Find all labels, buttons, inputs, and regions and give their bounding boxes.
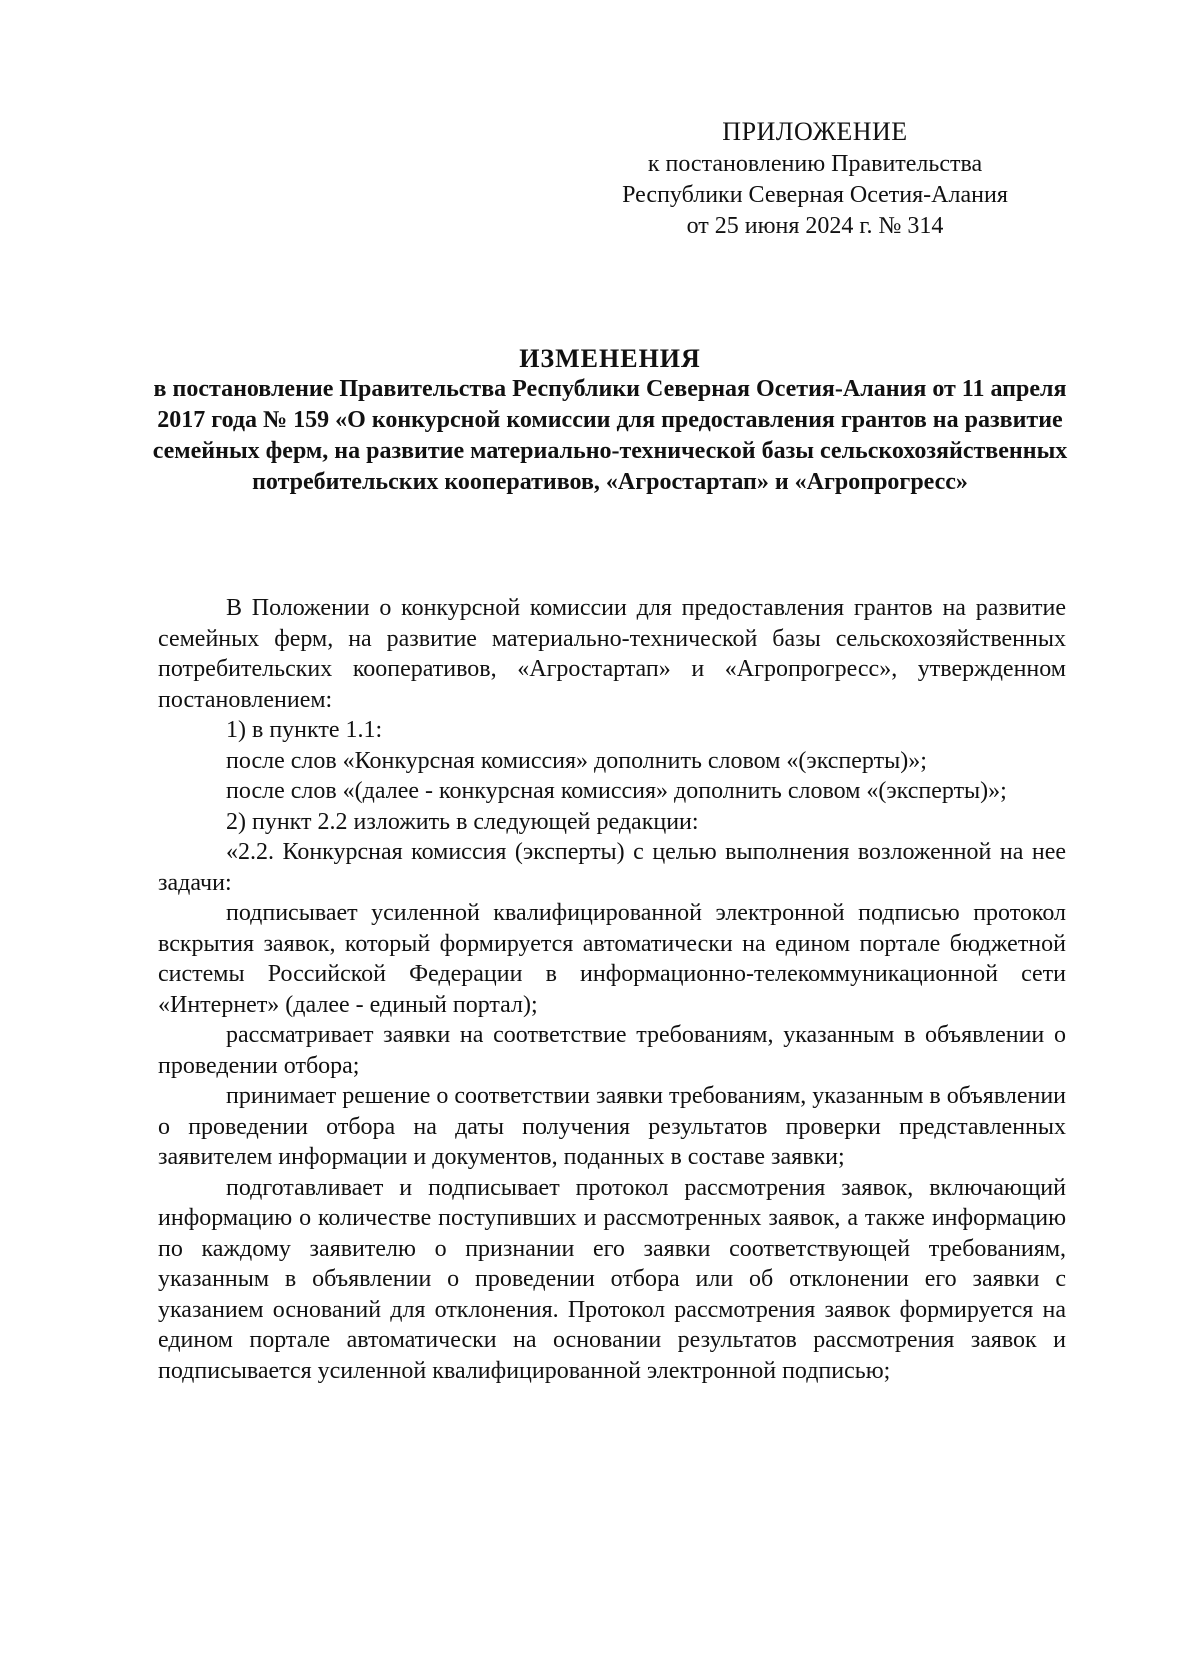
annex-title: ПРИЛОЖЕНИЕ <box>722 117 908 146</box>
body-paragraph: 1) в пункте 1.1: <box>226 717 383 743</box>
body-paragraph: «2.2. Конкурсная комиссия (эксперты) с целью выполнения возложенной на нее задачи: <box>158 839 1066 896</box>
annex-line-republic: Республики Северная Осетия-Алания <box>622 182 1008 208</box>
body-paragraph: В Положении о конкурсной комиссии для предоставления грантов на развитие семейных ферм, на развитие материально-технической базы сельскохозяйственных потребительских кооперативов, «Агростартап» и «Агропрогресс», утвержденном постановлением: <box>158 595 1066 713</box>
heading-subtitle: в постановление Правительства Республики Северная Осетия-Алания от 11 апреля 2017 года № 159 «О конкурсной комиссии для предоставления грантов на развитие семейных ферм, на развитие материально-технической базы сельскохозяйственных потребительских кооперативов, «Агростартап» и «Агропрогресс» <box>152 376 1068 495</box>
body-paragraph: после слов «(далее - конкурсная комиссия» дополнить словом «(эксперты)»; <box>226 778 1007 804</box>
body-paragraph: принимает решение о соответствии заявки требованиям, указанным в объявлении о проведении отбора на даты получения результатов проверки представленных заявителем информации и документов, поданных в составе заявки; <box>158 1083 1066 1170</box>
heading-title: ИЗМЕНЕНИЯ <box>519 344 701 373</box>
annex-block <box>590 116 1040 242</box>
body-paragraph: подписывает усиленной квалифицированной электронной подписью протокол вскрытия заявок, который формируется автоматически на едином портале бюджетной системы Российской Федерации в информационно-телекоммуникационной сети «Интернет» (далее - единый портал); <box>158 900 1066 1018</box>
document-body <box>158 593 1066 1386</box>
body-paragraph: 2) пункт 2.2 изложить в следующей редакции: <box>226 808 699 835</box>
annex-line-resolution: к постановлению Правительства <box>647 151 983 177</box>
document-heading <box>150 343 1070 498</box>
annex-line-date: от 25 июня 2024 г. № 314 <box>686 213 944 239</box>
body-paragraph: рассматривает заявки на соответствие требованиям, указанным в объявлении о проведении отбора; <box>158 1022 1066 1079</box>
body-paragraph: после слов «Конкурсная комиссия» дополнить словом «(эксперты)»; <box>226 747 927 774</box>
body-paragraph: подготавливает и подписывает протокол рассмотрения заявок, включающий информацию о количестве поступивших и рассмотренных заявок, а также информацию по каждому заявителю о признании его заявки соответствующей требованиям, указанным в объявлении о проведении отбора или об отклонении его заявки с указанием оснований для отклонения. Протокол рассмотрения заявок формируется на едином портале автоматически на основании результатов рассмотрения заявок и подписывается усиленной квалифицированной электронной подписью; <box>158 1174 1066 1384</box>
